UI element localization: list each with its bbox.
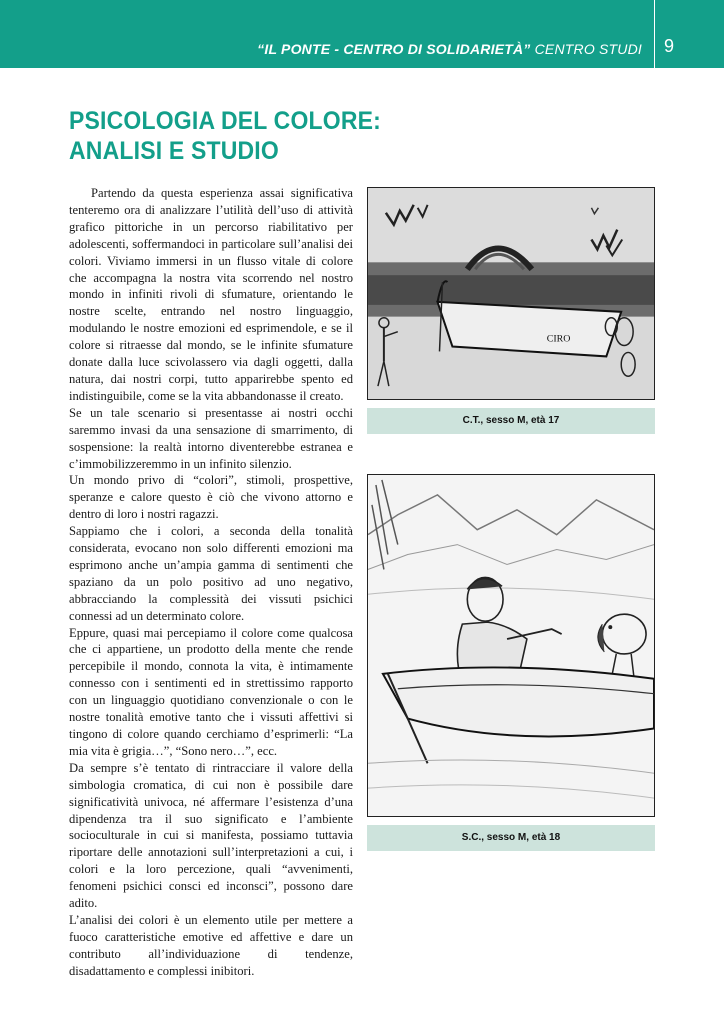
drawing-man-dog-svg	[368, 475, 654, 816]
caption-figure-1: C.T., sesso M, età 17	[367, 408, 655, 434]
header-bar	[0, 0, 724, 68]
paragraph: Un mondo privo di “colori”, stimoli, prospettive, speranze e calore questo è ciò che vivono attorno e dentro di loro i nostri ragazzi.	[69, 473, 353, 522]
paragraph: L’analisi dei colori è un elemento utile per mettere a fuoco caratteristiche emotive ed affettive e dare un contributo all’individuazione di tendenze, disadattamento e complessi inibitori.	[69, 912, 353, 978]
paragraph: Da sempre s’è tentato di rintracciare il valore della simbologia cromatica, di cui non è possibile dare significatività univoca, né affermare l’esistenza d’una dipendenza tra il suo significato e l’ambiente socioculturale in cui si manifesta, possiamo tuttavia riportare delle annotazioni sull’interpretazioni a cui, i colori e la loro percezione, quali “avvenimenti, fenomeni psichici consci ed inconsci”, possono dare adito.	[69, 760, 353, 911]
drawing-boat-scene	[367, 187, 655, 400]
article-title-line-2: ANALISI E STUDIO	[69, 137, 279, 165]
header-title-rest: CENTRO STUDI	[534, 41, 642, 57]
article-title-line-1: PSICOLOGIA DEL COLORE:	[69, 107, 382, 135]
article-title	[69, 106, 381, 166]
boat-name-label: CIRO	[546, 333, 571, 345]
page-number: 9	[664, 36, 675, 56]
header-title	[257, 41, 642, 57]
header-title-bold: “IL PONTE - CENTRO DI SOLIDARIETÀ”	[257, 41, 531, 57]
paragraph: Eppure, quasi mai percepiamo il colore come qualcosa che ci appartiene, un prodotto della mente che rende percepibile il mondo, connota la vita, è intimamente connesso con i sentimenti ed in strettissimo rapporto con un linguaggio quotidiano convenzionale o con le nostre tonalità emotive tanto che i vissuti affettivi si tingono di colore quando cerchiamo d’esprimerli: “La mia vita è grigia…”, “Sono nero…”, ecc.	[69, 625, 353, 758]
drawing-boat-svg	[368, 188, 654, 399]
paragraph: Se un tale scenario si presentasse ai nostri occhi saremmo invasi da una sensazione di smarrimento, di sospensione: la realtà intorno diventerebbe estranea e c’immobilizzeremmo in un infinito silenzio.	[69, 405, 353, 471]
caption-figure-2: S.C., sesso M, età 18	[367, 825, 655, 851]
paragraph: Partendo da questa esperienza assai significativa tenteremo ora di analizzare l’utilità dell’uso di attività grafico pittoriche in un percorso riabilitativo per adolescenti, soffermandoci in particolare sull’analisi dei colori. Viviamo immersi in un flusso vitale di colore che accompagna la nostra vita scorrendo nel nostro mondo in infiniti rivoli di sfumature, orientando le nostre scelte, entrando nel nostro linguaggio, modulando le nostre emozioni ed esprimendole, e se il colore si ritraesse dal mondo, se le infinite sfumature donate dalla luce scivolassero via dagli oggetti, dalla natura, dai nostri corpi, tutto apparirebbe spento ed indistinguibile, come se la vita abbandonasse il creato.	[69, 186, 353, 403]
header-divider	[654, 0, 655, 68]
article-body	[69, 185, 353, 980]
drawing-man-dog-boat	[367, 474, 655, 817]
paragraph: Sappiamo che i colori, a seconda della tonalità considerata, evocano non solo differenti emozioni ma esprimono anche un’ampia gamma di sentimenti che spaziano da un polo positivo ad uno negativo, abbracciando la complessità dei vissuti psichici connessi ad un determinato colore.	[69, 524, 353, 623]
